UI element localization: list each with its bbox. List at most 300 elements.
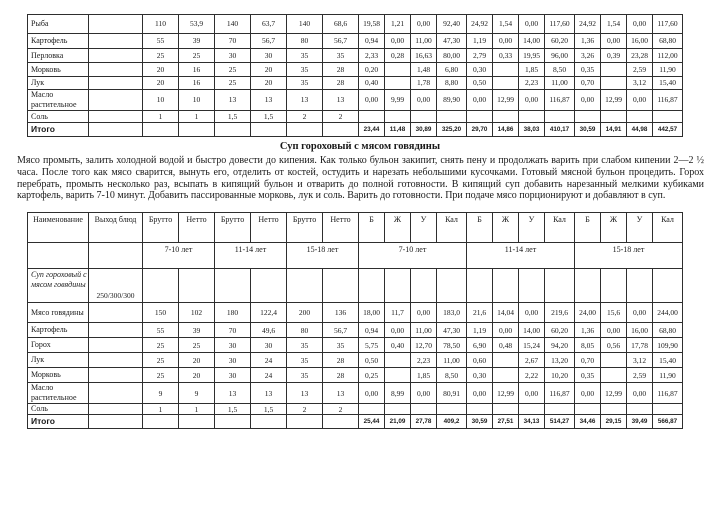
row-label: Картофель xyxy=(28,323,89,338)
table-cell: 0,70 xyxy=(575,77,601,90)
table-cell: 16,00 xyxy=(627,323,653,338)
table-cell: 28 xyxy=(323,77,359,90)
table-cell: 49,6 xyxy=(251,323,287,338)
pea-soup-nutrition-table xyxy=(27,212,683,429)
table-cell: 80,91 xyxy=(437,383,467,404)
table-cell: 20 xyxy=(179,368,215,383)
table-cell: 30,59 xyxy=(575,123,601,137)
table-cell: 3,12 xyxy=(627,353,653,368)
table-cell: 94,20 xyxy=(545,338,575,353)
table-cell xyxy=(323,269,359,303)
table-cell: 200 xyxy=(287,303,323,323)
table-cell: 11,00 xyxy=(411,323,437,338)
table-cell xyxy=(467,404,493,415)
table-cell: 55 xyxy=(143,34,179,49)
fish-soup-nutrition-table xyxy=(27,14,683,137)
table-cell xyxy=(385,63,411,77)
table-cell: 0,00 xyxy=(493,323,519,338)
table-cell: 12,99 xyxy=(493,90,519,111)
table-cell: 116,87 xyxy=(653,90,683,111)
header-protein: Б xyxy=(467,213,493,243)
header-carb: У xyxy=(411,213,437,243)
table-cell: 30 xyxy=(215,368,251,383)
table-cell xyxy=(359,404,385,415)
table-cell xyxy=(601,111,627,123)
table-cell: 3,12 xyxy=(627,77,653,90)
row-label: Горох xyxy=(28,338,89,353)
table-row xyxy=(28,368,683,383)
table-cell: 2,79 xyxy=(467,49,493,63)
table-cell: 25 xyxy=(179,338,215,353)
table-cell: 11,90 xyxy=(653,63,683,77)
table-cell: 68,80 xyxy=(653,323,683,338)
table-cell xyxy=(287,415,323,429)
fish-soup-table-body xyxy=(28,15,683,137)
table-cell: 2,59 xyxy=(627,368,653,383)
row-yield xyxy=(89,77,143,90)
table-cell: 25 xyxy=(215,77,251,90)
table-cell xyxy=(601,77,627,90)
row-yield xyxy=(89,415,143,429)
table-cell xyxy=(385,111,411,123)
header-age-group: 15-18 лет xyxy=(575,243,683,269)
table-cell xyxy=(545,111,575,123)
table-cell: 20 xyxy=(251,77,287,90)
table-cell: 13,20 xyxy=(545,353,575,368)
table-cell xyxy=(545,269,575,303)
row-yield xyxy=(89,34,143,49)
table-cell xyxy=(601,404,627,415)
recipe-instructions: Мясо промыть, залить холодной водой и быстро довести до кипения. Как только бульон закипит, снять пену и продолжать варить при слабом кипении 2—2 ½ часа. После того как мясо сварится, вынуть его, отделить от костей, остудить и нарезать небольшими кусочками. Готовый мясной бульон процедить. Горох перебрать, промыть несколько раз, всыпать в кипящий бульон и отварить до полной готовности. В кипящий суп добавить нарезанный мелкими кубиками картофель, варить 7-10 минут. Добавить пассированные морковь, лук и соль. Варить до готовности. При подаче мясо порционируют и добавляют в суп. xyxy=(17,155,704,202)
table-row xyxy=(28,123,683,137)
table-cell: 116,87 xyxy=(545,383,575,404)
table-cell: 13 xyxy=(323,383,359,404)
table-cell: 39 xyxy=(179,323,215,338)
table-cell: 30,59 xyxy=(467,415,493,429)
header-net: Нетто xyxy=(323,213,359,243)
table-cell: 8,99 xyxy=(385,383,411,404)
header-name: Наименование xyxy=(28,213,89,243)
table-row xyxy=(28,303,683,323)
table-cell: 12,99 xyxy=(601,383,627,404)
table-cell: 109,90 xyxy=(653,338,683,353)
header-gross: Брутто xyxy=(287,213,323,243)
header-empty-cell xyxy=(89,243,143,269)
table-cell: 9 xyxy=(179,383,215,404)
table-cell: 25 xyxy=(215,63,251,77)
table-cell: 34,13 xyxy=(519,415,545,429)
table-cell: 25,44 xyxy=(359,415,385,429)
table-cell: 60,20 xyxy=(545,34,575,49)
table-cell: 514,27 xyxy=(545,415,575,429)
table-cell xyxy=(251,415,287,429)
table-cell: 25 xyxy=(143,368,179,383)
table-cell xyxy=(437,111,467,123)
table-cell: 80 xyxy=(287,323,323,338)
table-cell xyxy=(411,404,437,415)
table-cell: 1,5 xyxy=(215,111,251,123)
header-yield: Выход блюд xyxy=(89,213,143,243)
table-cell: 0,00 xyxy=(627,15,653,34)
table-row xyxy=(28,383,683,404)
header-age-group: 11-14 лет xyxy=(467,243,575,269)
table-cell: 0,50 xyxy=(359,353,385,368)
table-cell: 2 xyxy=(287,404,323,415)
table-row xyxy=(28,77,683,90)
table-cell xyxy=(385,353,411,368)
header-age-group: 7-10 лет xyxy=(143,243,215,269)
table-cell: 0,00 xyxy=(519,303,545,323)
table-cell: 1 xyxy=(179,404,215,415)
table-cell xyxy=(493,111,519,123)
table-cell: 8,50 xyxy=(437,368,467,383)
table-cell: 0,40 xyxy=(359,77,385,90)
table-cell: 60,20 xyxy=(545,323,575,338)
table-cell xyxy=(493,368,519,383)
table-cell: 56,7 xyxy=(323,34,359,49)
table-cell: 2,23 xyxy=(411,353,437,368)
table-cell: 1,19 xyxy=(467,323,493,338)
table-cell: 27,51 xyxy=(493,415,519,429)
table-cell xyxy=(493,63,519,77)
table-cell: 35 xyxy=(287,77,323,90)
table-cell: 2,23 xyxy=(519,77,545,90)
table-cell xyxy=(143,123,179,137)
row-yield: 250/300/300 xyxy=(89,269,143,303)
table-cell: 13 xyxy=(215,383,251,404)
table-cell: 150 xyxy=(143,303,179,323)
table-cell xyxy=(385,404,411,415)
table-cell: 14,00 xyxy=(519,34,545,49)
table-cell: 16,63 xyxy=(411,49,437,63)
table-cell: 0,94 xyxy=(359,34,385,49)
recipe-title: Суп гороховый с мясом говядины xyxy=(279,141,441,152)
header-age-group: 11-14 лет xyxy=(215,243,287,269)
table-cell: 56,7 xyxy=(323,323,359,338)
header-net: Нетто xyxy=(251,213,287,243)
row-label: Соль xyxy=(28,111,89,123)
table-cell xyxy=(519,404,545,415)
table-cell: 1,36 xyxy=(575,34,601,49)
header-fat: Ж xyxy=(493,213,519,243)
table-cell xyxy=(323,415,359,429)
table-cell xyxy=(437,404,467,415)
table-cell: 10,20 xyxy=(545,368,575,383)
table-cell: 80,00 xyxy=(437,49,467,63)
table-cell: 0,00 xyxy=(359,383,385,404)
table-cell: 13 xyxy=(215,90,251,111)
table-cell: 0,00 xyxy=(519,383,545,404)
table-cell: 1 xyxy=(143,404,179,415)
table-cell: 0,00 xyxy=(467,90,493,111)
table-cell: 0,00 xyxy=(627,303,653,323)
table-cell: 35 xyxy=(287,63,323,77)
table-cell: 0,00 xyxy=(385,34,411,49)
table-cell xyxy=(411,269,437,303)
table-cell: 0,48 xyxy=(493,338,519,353)
table-cell: 68,80 xyxy=(653,34,683,49)
table-cell: 1,78 xyxy=(411,77,437,90)
table-cell: 0,70 xyxy=(575,353,601,368)
row-yield xyxy=(89,404,143,415)
table-cell xyxy=(323,123,359,137)
table-cell: 11,90 xyxy=(653,368,683,383)
table-cell: 2 xyxy=(323,111,359,123)
table-cell xyxy=(179,269,215,303)
row-label: Морковь xyxy=(28,63,89,77)
table-header-row-2 xyxy=(28,243,683,269)
row-label: Рыба xyxy=(28,15,89,34)
table-cell: 0,28 xyxy=(385,49,411,63)
table-cell: 1,19 xyxy=(467,34,493,49)
header-net: Нетто xyxy=(179,213,215,243)
table-cell: 14,04 xyxy=(493,303,519,323)
row-yield xyxy=(89,383,143,404)
row-label: Итого xyxy=(28,123,89,137)
table-cell xyxy=(143,415,179,429)
table-cell: 136 xyxy=(323,303,359,323)
table-cell: 13 xyxy=(251,90,287,111)
table-cell xyxy=(601,269,627,303)
row-yield xyxy=(89,368,143,383)
table-cell: 0,00 xyxy=(575,90,601,111)
table-cell: 0,35 xyxy=(575,368,601,383)
table-cell: 16 xyxy=(179,63,215,77)
table-cell: 25 xyxy=(143,49,179,63)
row-yield xyxy=(89,303,143,323)
table-cell xyxy=(215,269,251,303)
table-cell: 0,40 xyxy=(385,338,411,353)
table-row xyxy=(28,269,683,303)
table-cell: 21,6 xyxy=(467,303,493,323)
table-cell: 0,00 xyxy=(411,15,437,34)
table-cell: 20 xyxy=(179,353,215,368)
row-yield xyxy=(89,353,143,368)
table-cell: 27,78 xyxy=(411,415,437,429)
table-cell: 325,20 xyxy=(437,123,467,137)
row-label: Лук xyxy=(28,353,89,368)
table-cell: 122,4 xyxy=(251,303,287,323)
table-cell: 19,58 xyxy=(359,15,385,34)
table-cell: 12,70 xyxy=(411,338,437,353)
table-cell: 18,00 xyxy=(359,303,385,323)
table-cell xyxy=(467,111,493,123)
table-cell xyxy=(653,269,683,303)
table-cell: 1,85 xyxy=(411,368,437,383)
table-cell: 24,92 xyxy=(575,15,601,34)
table-cell xyxy=(411,111,437,123)
table-cell: 409,2 xyxy=(437,415,467,429)
table-cell xyxy=(519,111,545,123)
header-age-group: 15-18 лет xyxy=(287,243,359,269)
table-cell: 1,54 xyxy=(601,15,627,34)
row-yield xyxy=(89,323,143,338)
table-cell xyxy=(653,404,683,415)
table-cell: 15,24 xyxy=(519,338,545,353)
table-cell: 0,33 xyxy=(493,49,519,63)
table-row xyxy=(28,404,683,415)
table-cell xyxy=(493,404,519,415)
row-label: Соль xyxy=(28,404,89,415)
table-cell: 20 xyxy=(143,63,179,77)
table-cell: 11,00 xyxy=(437,353,467,368)
table-cell xyxy=(575,404,601,415)
table-cell: 244,00 xyxy=(653,303,683,323)
table-cell: 0,30 xyxy=(467,63,493,77)
table-cell: 0,00 xyxy=(385,323,411,338)
table-cell: 2 xyxy=(323,404,359,415)
table-cell xyxy=(493,269,519,303)
header-carb: У xyxy=(519,213,545,243)
table-cell: 1 xyxy=(179,111,215,123)
table-cell: 0,60 xyxy=(467,353,493,368)
table-cell xyxy=(493,77,519,90)
table-cell: 140 xyxy=(215,15,251,34)
table-cell: 92,40 xyxy=(437,15,467,34)
table-cell: 183,0 xyxy=(437,303,467,323)
header-protein: Б xyxy=(575,213,601,243)
table-cell: 30 xyxy=(251,49,287,63)
row-yield xyxy=(89,63,143,77)
table-cell: 21,09 xyxy=(385,415,411,429)
header-gross: Брутто xyxy=(215,213,251,243)
header-fat: Ж xyxy=(601,213,627,243)
table-row xyxy=(28,338,683,353)
table-cell: 566,87 xyxy=(653,415,683,429)
table-cell: 0,39 xyxy=(601,49,627,63)
table-cell: 13 xyxy=(287,90,323,111)
row-label: Масло растительное xyxy=(28,90,89,111)
header-carb: У xyxy=(627,213,653,243)
table-cell xyxy=(143,269,179,303)
table-cell: 30 xyxy=(215,353,251,368)
table-cell xyxy=(627,404,653,415)
table-cell: 47,30 xyxy=(437,34,467,49)
table-cell: 9,99 xyxy=(385,90,411,111)
table-cell: 0,25 xyxy=(359,368,385,383)
table-cell: 25 xyxy=(143,353,179,368)
table-cell: 39 xyxy=(179,34,215,49)
table-cell: 0,00 xyxy=(575,383,601,404)
table-cell: 10 xyxy=(179,90,215,111)
table-cell: 0,00 xyxy=(411,90,437,111)
table-cell: 5,75 xyxy=(359,338,385,353)
row-yield xyxy=(89,123,143,137)
table-cell: 3,26 xyxy=(575,49,601,63)
table-cell: 0,00 xyxy=(493,34,519,49)
header-gross: Брутто xyxy=(143,213,179,243)
table-cell: 29,15 xyxy=(601,415,627,429)
table-cell: 11,00 xyxy=(545,77,575,90)
row-yield xyxy=(89,49,143,63)
table-cell xyxy=(385,368,411,383)
table-cell: 13 xyxy=(323,90,359,111)
table-cell xyxy=(575,269,601,303)
table-cell: 11,00 xyxy=(411,34,437,49)
row-yield xyxy=(89,111,143,123)
table-cell xyxy=(215,123,251,137)
table-cell: 14,00 xyxy=(519,323,545,338)
table-cell: 47,30 xyxy=(437,323,467,338)
row-yield xyxy=(89,338,143,353)
table-cell: 1,54 xyxy=(493,15,519,34)
table-cell xyxy=(179,415,215,429)
table-row xyxy=(28,63,683,77)
table-cell: 35 xyxy=(323,338,359,353)
table-row xyxy=(28,353,683,368)
table-cell xyxy=(519,269,545,303)
table-cell: 17,78 xyxy=(627,338,653,353)
table-cell: 16,00 xyxy=(627,34,653,49)
table-cell: 53,9 xyxy=(179,15,215,34)
table-cell: 35 xyxy=(287,338,323,353)
row-label: Картофель xyxy=(28,34,89,49)
table-cell: 6,80 xyxy=(437,63,467,77)
table-cell: 10 xyxy=(143,90,179,111)
table-cell: 110 xyxy=(143,15,179,34)
table-cell: 2,59 xyxy=(627,63,653,77)
table-cell: 0,00 xyxy=(467,383,493,404)
table-cell: 23,44 xyxy=(359,123,385,137)
table-cell: 35 xyxy=(287,368,323,383)
table-cell xyxy=(437,269,467,303)
table-cell xyxy=(653,111,683,123)
table-cell: 35 xyxy=(287,49,323,63)
table-cell: 140 xyxy=(287,15,323,34)
table-row xyxy=(28,34,683,49)
table-cell: 2,67 xyxy=(519,353,545,368)
table-cell: 28 xyxy=(323,353,359,368)
table-cell xyxy=(251,123,287,137)
table-cell: 1,21 xyxy=(385,15,411,34)
table-cell: 16 xyxy=(179,77,215,90)
table-cell: 0,00 xyxy=(601,34,627,49)
table-cell: 12,99 xyxy=(493,383,519,404)
table-cell: 96,00 xyxy=(545,49,575,63)
table-cell xyxy=(575,111,601,123)
table-cell: 30 xyxy=(215,49,251,63)
table-cell: 11,7 xyxy=(385,303,411,323)
table-cell: 14,86 xyxy=(493,123,519,137)
table-cell: 11,48 xyxy=(385,123,411,137)
table-cell xyxy=(627,269,653,303)
table-cell: 20 xyxy=(251,63,287,77)
row-label: Морковь xyxy=(28,368,89,383)
table-cell: 15,40 xyxy=(653,353,683,368)
table-cell: 180 xyxy=(215,303,251,323)
table-cell: 89,90 xyxy=(437,90,467,111)
row-label: Итого xyxy=(28,415,89,429)
table-cell: 442,57 xyxy=(653,123,683,137)
table-cell xyxy=(601,63,627,77)
table-cell xyxy=(627,111,653,123)
table-cell: 12,99 xyxy=(601,90,627,111)
table-cell: 28 xyxy=(323,63,359,77)
table-cell: 80 xyxy=(287,34,323,49)
table-cell: 25 xyxy=(143,338,179,353)
table-cell: 0,30 xyxy=(467,368,493,383)
table-cell: 8,05 xyxy=(575,338,601,353)
table-cell: 70 xyxy=(215,34,251,49)
table-cell xyxy=(179,123,215,137)
table-row xyxy=(28,49,683,63)
table-cell: 0,00 xyxy=(411,383,437,404)
table-cell: 0,00 xyxy=(519,15,545,34)
table-cell: 25 xyxy=(179,49,215,63)
table-cell: 0,00 xyxy=(627,90,653,111)
table-cell: 1,5 xyxy=(251,404,287,415)
table-cell: 24 xyxy=(251,368,287,383)
